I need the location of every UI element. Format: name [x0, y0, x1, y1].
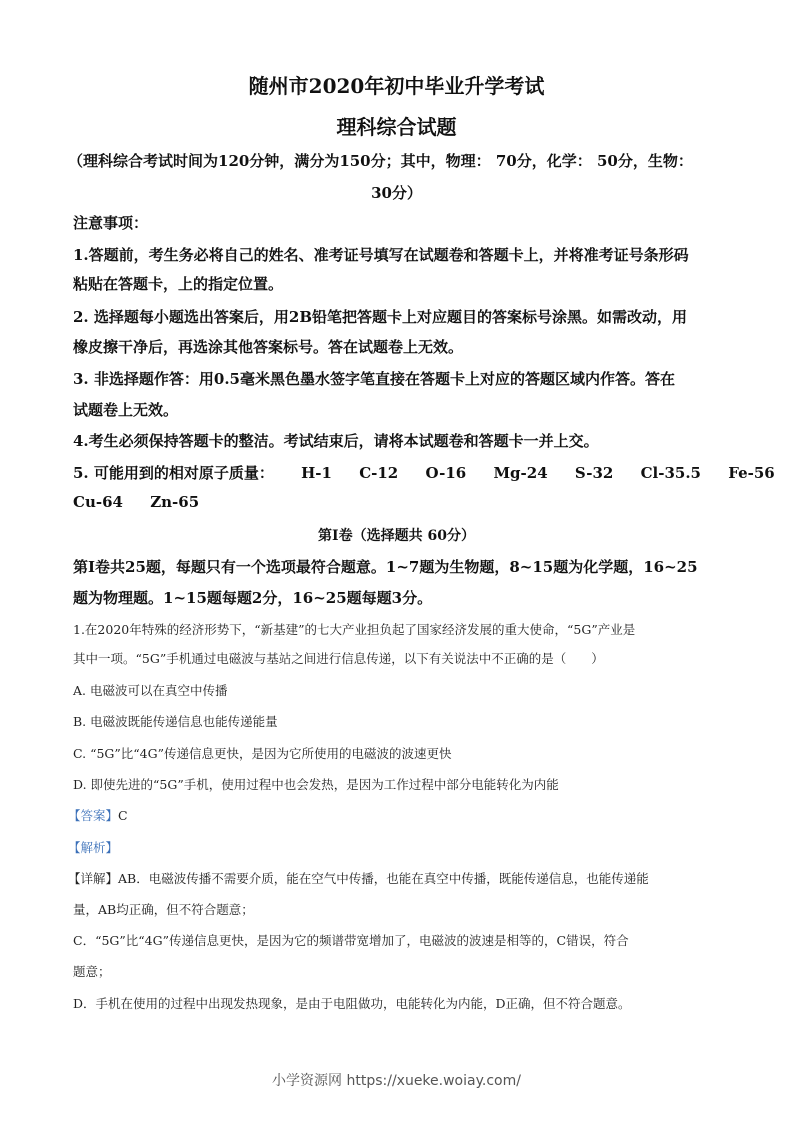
intro-line: （理科综合考试时间为120分钟，满分为150分；其中，物理： 70分，化学： 50分，生物：: [68, 152, 693, 170]
section-desc: 题为物理题。1~15题每题2分，16~25题每题3分。: [73, 589, 433, 607]
section-heading: 第I卷（选择题共 60分）: [318, 528, 475, 544]
doc-title: 随州市2020年初中毕业升学考试: [248, 74, 545, 98]
analysis-label: 【解析】: [68, 840, 119, 855]
detail-line: D．手机在使用的过程中出现发热现象，是由于电阻做功，电能转化为内能，D正确，但不符合题意。: [73, 996, 631, 1011]
answer-line: [68, 806, 128, 824]
detail-line: 题意；: [73, 964, 111, 979]
notice-heading: 注意事项：: [73, 214, 149, 232]
atomic-mass-line: [73, 462, 775, 483]
option-c: C. “5G”比“4G”传递信息更快，是因为它所使用的电磁波的波速更快: [73, 746, 452, 761]
intro-line: 30分）: [371, 184, 422, 202]
notice-line: 4.考生必须保持答题卡的整洁。考试结束后，请将本试题卷和答题卡一并上交。: [73, 432, 599, 450]
notice-line: 粘贴在答题卡，上的指定位置。: [73, 275, 284, 293]
answer-label: 【答案】: [68, 808, 119, 823]
answer-value: C: [118, 808, 128, 823]
detail-line: C．“5G”比“4G”传递信息更快，是因为它的频谱带宽增加了，电磁波的波速是相等的，C错误，符合: [73, 933, 629, 948]
atomic-mass: H-1: [301, 464, 332, 482]
atomic-mass-line: [73, 493, 199, 511]
atomic-mass: C-12: [359, 464, 399, 482]
atomic-mass: Zn-65: [150, 493, 200, 511]
option-b: B. 电磁波既能传递信息也能传递能量: [73, 714, 278, 729]
notice-line: 2. 选择题每小题选出答案后，用2B铅笔把答题卡上对应题目的答案标号涂黑。如需改动，用: [73, 308, 688, 326]
doc-subtitle: 理科综合试题: [336, 115, 457, 139]
option-a: A. 电磁波可以在真空中传播: [73, 683, 228, 698]
section-desc: 第I卷共25题，每题只有一个选项最符合题意。1~7题为生物题，8~15题为化学题，16~25: [73, 558, 698, 576]
atomic-mass: Mg-24: [493, 464, 548, 482]
question-stem: 其中一项。“5G”手机通过电磁波与基站之间进行信息传递，以下有关说法中不正确的是（ ）: [73, 651, 604, 666]
atomic-mass: S-32: [574, 464, 614, 482]
notice-line: 1.答题前，考生务必将自己的姓名、准考证号填写在试题卷和答题卡上，并将准考证号条形码: [73, 246, 689, 264]
notice-line: 橡皮擦干净后，再选涂其他答案标号。答在试题卷上无效。: [73, 338, 464, 356]
detail-line: 量，AB均正确，但不符合题意；: [73, 902, 254, 917]
atomic-mass: Fe-56: [728, 464, 775, 482]
atomic-mass-label: 5. 可能用到的相对原子质量：: [73, 464, 274, 482]
question-stem: 1.在2020年特殊的经济形势下，“新基建”的七大产业担负起了国家经济发展的重大使命，“5G”产业是: [73, 622, 636, 637]
atomic-mass: Cl-35.5: [640, 464, 701, 482]
atomic-mass: Cu-64: [73, 493, 123, 511]
notice-line: 试题卷上无效。: [73, 401, 179, 419]
detail-line: 【详解】AB．电磁波传播不需要介质，能在空气中传播，也能在真空中传播，既能传递信息，也能传递能: [68, 871, 649, 886]
option-d: D. 即使先进的“5G”手机，使用过程中也会发热，是因为工作过程中部分电能转化为内能: [73, 777, 559, 792]
footer-watermark: 小学资源网 https://xueke.woiay.com/: [272, 1073, 521, 1089]
atomic-mass: O-16: [425, 464, 467, 482]
notice-line: 3. 非选择题作答：用0.5毫米黑色墨水签字笔直接在答题卡上对应的答题区域内作答。答在: [73, 370, 675, 388]
